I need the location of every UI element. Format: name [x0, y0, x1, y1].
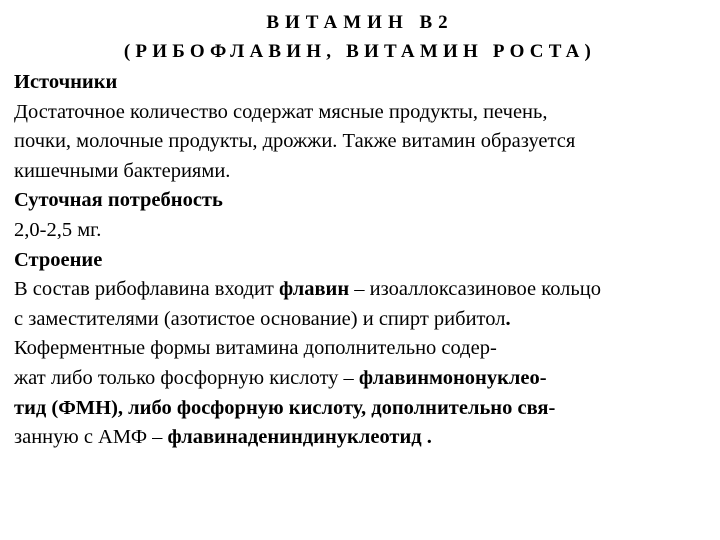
sources-text-line: кишечными бактериями.	[14, 159, 231, 182]
structure-text-line: тид (ФМН), либо фосфорную кислоту, дополнительно свя-	[14, 396, 556, 419]
text-run: занную с АМФ –	[14, 426, 168, 449]
daily-requirement-heading: Суточная потребность	[14, 189, 223, 212]
sources-text-line: Достаточное количество содержат мясные продукты, печень,	[14, 100, 548, 123]
slide-title: ВИТАМИН В2	[266, 12, 454, 33]
slide-subtitle: (РИБОФЛАВИН, ВИТАМИН РОСТА)	[123, 41, 597, 62]
text-run: В состав рибофлавина входит	[14, 278, 280, 301]
structure-text-line: Коферментные формы витамина дополнительно содер-	[14, 337, 497, 360]
structure-text-line	[14, 423, 718, 453]
slide-body	[14, 68, 718, 453]
text-run: .	[505, 307, 511, 330]
structure-text-line	[14, 275, 718, 305]
term-fmn: флавинмононуклео-	[358, 366, 547, 389]
text-run: – изоаллоксазиновое кольцо	[349, 278, 601, 301]
structure-text-line	[14, 364, 718, 394]
sources-text-line: почки, молочные продукты, дрожжи. Также витамин образуется	[14, 130, 576, 153]
sources-heading: Источники	[14, 71, 118, 93]
structure-text-line	[14, 305, 718, 335]
daily-requirement-value: 2,0-2,5 мг.	[14, 218, 102, 241]
text-run: с заместителями (азотистое основание) и спирт рибитол	[14, 307, 506, 330]
term-flavin: флавин	[279, 278, 350, 301]
structure-heading: Строение	[14, 248, 103, 271]
text-run: жат либо только фосфорную кислоту –	[14, 366, 359, 389]
term-fad: флавинадениндинуклеотид .	[167, 426, 432, 449]
